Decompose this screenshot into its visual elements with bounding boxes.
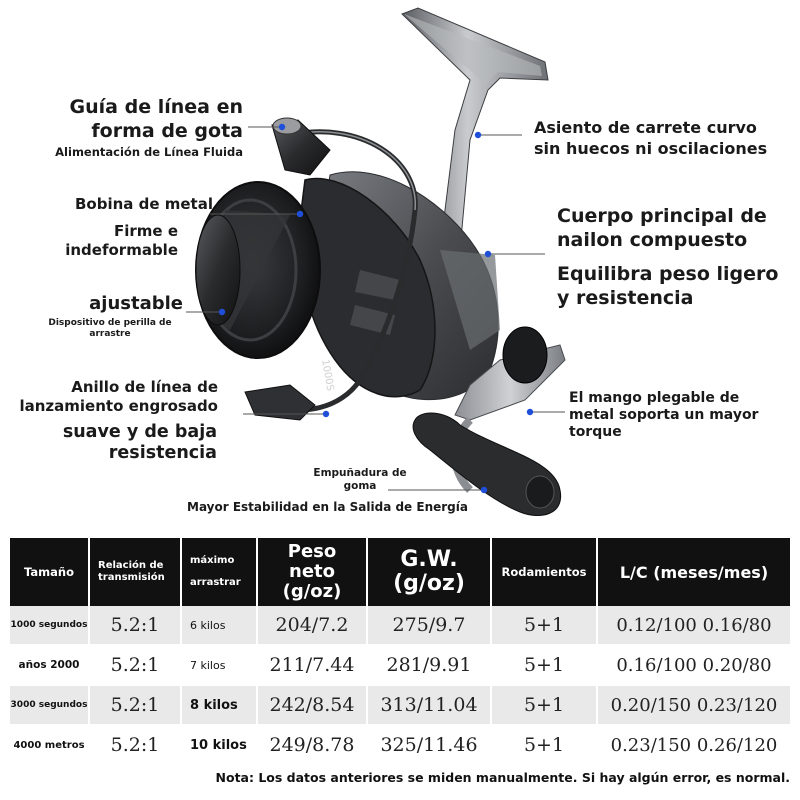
line-roller-title-1: Anillo de línea de <box>71 378 218 396</box>
line-roller-subtitle-2: resistencia <box>108 443 217 463</box>
table-row <box>10 686 790 726</box>
cell-drag: 6 kilos <box>182 606 258 646</box>
cell-bearings: 5+1 <box>492 606 598 646</box>
spec-table <box>10 538 790 766</box>
header-drag-1: máximo <box>190 555 235 566</box>
drag-knob-subtitle-2: arrastre <box>89 329 131 339</box>
header-drag <box>182 538 258 606</box>
callout-line-guide <box>20 95 243 159</box>
cell-gw: 313/11.04 <box>368 686 492 726</box>
line-roller <box>245 385 315 420</box>
callout-body <box>557 204 797 310</box>
table-row <box>10 606 790 646</box>
callout-handle <box>569 390 794 441</box>
line-guide-title-1: Guía de línea en <box>69 96 243 118</box>
header-drag-2: arrastrar <box>190 577 241 588</box>
header-bearings: Rodamientos <box>492 538 598 606</box>
cell-size: años 2000 <box>10 646 90 686</box>
callout-line-roller <box>10 378 218 416</box>
cell-ratio: 5.2:1 <box>90 646 182 686</box>
callout-reel-seat <box>534 117 794 159</box>
line-guide-subtitle: Alimentación de Línea Fluida <box>55 145 243 159</box>
cell-bearings: 5+1 <box>492 646 598 686</box>
table-header-row <box>10 538 790 606</box>
header-size: Tamaño <box>10 538 90 606</box>
callout-grip-sub <box>150 500 505 514</box>
cell-lc: 0.23/150 0.26/120 <box>598 726 790 766</box>
cell-weight: 249/8.78 <box>258 726 368 766</box>
callout-grip <box>300 467 420 493</box>
cell-bearings: 5+1 <box>492 726 598 766</box>
line-guide-title-2: forma de gota <box>91 120 243 142</box>
grip-line-2: goma <box>343 480 377 492</box>
cell-weight: 211/7.44 <box>258 646 368 686</box>
grip-line-1: Empuñadura de <box>313 467 407 479</box>
header-ratio: Relación de transmisión <box>90 538 182 606</box>
callout-metal-spool <box>20 195 213 214</box>
body-subtitle-1: Equilibra peso ligero <box>557 263 779 285</box>
callout-drag-knob <box>20 292 183 316</box>
metal-spool-subtitle-1: Firme e <box>114 222 178 240</box>
cell-size: 3000 segundos <box>10 686 90 726</box>
metal-spool-title: Bobina de metal <box>74 195 213 213</box>
drag-knob-subtitle-1: Dispositivo de perilla de <box>48 318 172 328</box>
body-title-2: nailon compuesto <box>557 229 748 251</box>
reel-model-text: 1000S <box>319 358 336 392</box>
cell-weight: 204/7.2 <box>258 606 368 646</box>
cell-drag: 8 kilos <box>182 686 258 726</box>
header-gw: G.W. (g/oz) <box>368 538 492 606</box>
footnote: Nota: Los datos anteriores se miden manualmente. Si hay algún error, es normal. <box>215 770 790 785</box>
line-roller-subtitle-1: suave y de baja <box>62 422 217 442</box>
cell-lc: 0.20/150 0.23/120 <box>598 686 790 726</box>
header-weight: Peso neto (g/oz) <box>258 538 368 606</box>
cell-size: 1000 segundos <box>10 606 90 646</box>
cell-lc: 0.16/100 0.20/80 <box>598 646 790 686</box>
header-lc: L/C (meses/mes) <box>598 538 790 606</box>
cell-drag: 10 kilos <box>182 726 258 766</box>
cell-drag: 7 kilos <box>182 646 258 686</box>
drag-knob <box>196 215 240 325</box>
cell-gw: 281/9.91 <box>368 646 492 686</box>
grip-subtitle: Mayor Estabilidad en la Salida de Energía <box>187 500 468 514</box>
body-subtitle-2: y resistencia <box>557 287 694 309</box>
handle-line-1: El mango plegable de <box>569 390 740 406</box>
table-row <box>10 726 790 766</box>
cell-gw: 325/11.46 <box>368 726 492 766</box>
cell-bearings: 5+1 <box>492 686 598 726</box>
cell-gw: 275/9.7 <box>368 606 492 646</box>
body-title-1: Cuerpo principal de <box>557 205 767 227</box>
cell-lc: 0.12/100 0.16/80 <box>598 606 790 646</box>
reel-seat-line-2: sin huecos ni oscilaciones <box>534 139 768 158</box>
callout-drag-knob-sub <box>40 318 180 340</box>
drag-knob-title: ajustable <box>89 293 183 314</box>
handle-line-3: torque <box>569 424 622 440</box>
cell-ratio: 5.2:1 <box>90 606 182 646</box>
cell-size: 4000 metros <box>10 726 90 766</box>
cell-ratio: 5.2:1 <box>90 686 182 726</box>
handle-line-2: metal soporta un mayor <box>569 407 759 423</box>
cell-ratio: 5.2:1 <box>90 726 182 766</box>
cell-weight: 242/8.54 <box>258 686 368 726</box>
table-row <box>10 646 790 686</box>
line-roller-title-2: lanzamiento engrosado <box>19 397 218 415</box>
callout-metal-spool-sub <box>20 222 178 260</box>
metal-spool-subtitle-2: indeformable <box>65 241 178 259</box>
reel-seat-line-1: Asiento de carrete curvo <box>534 118 757 137</box>
callout-line-roller-sub <box>10 422 217 464</box>
